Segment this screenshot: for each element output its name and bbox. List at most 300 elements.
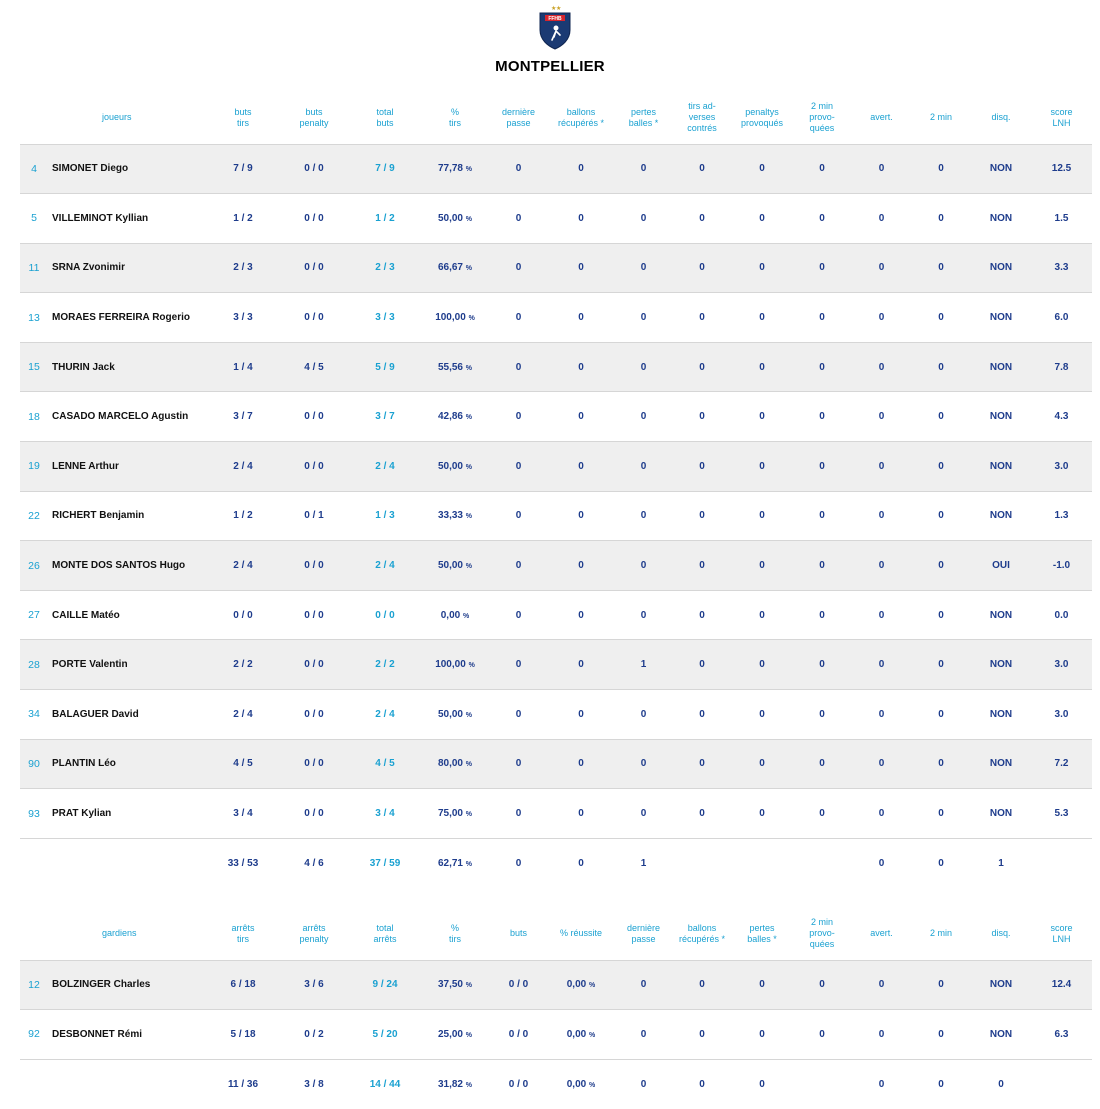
player-row <box>20 442 1092 492</box>
team-name: MONTPELLIER <box>495 58 605 75</box>
pertes-balles-cell: 0 <box>640 163 647 175</box>
players-header-col-10: 2 min provo- quées <box>809 101 835 134</box>
ballons-recuperes-cell: 0 <box>578 510 584 522</box>
pct-cell: 0,00 % <box>440 609 470 621</box>
pertes-balles-cell: 0 <box>640 361 647 373</box>
goalkeepers-total-row <box>20 1059 1092 1109</box>
ballons-recuperes-total: 0 <box>699 1078 705 1090</box>
ballons-recuperes-cell: 0 <box>578 758 584 770</box>
player-name: PORTE Valentin <box>52 659 128 671</box>
players-header-col-5: dernière passe <box>501 106 536 128</box>
avert-cell: 0 <box>878 460 885 472</box>
tirs-contres-cell: 0 <box>699 758 705 770</box>
total-buts-cell: 5 / 9 <box>375 361 395 373</box>
score-cell: 12.4 <box>1051 979 1072 991</box>
ballons-recuperes-cell: 0 <box>699 979 705 991</box>
player-row <box>20 144 1092 194</box>
penaltys-provoques-cell: 0 <box>759 262 765 274</box>
disq-cell: NON <box>989 1028 1013 1040</box>
deux-min-cell: 0 <box>938 361 944 373</box>
score-cell: 0.0 <box>1054 609 1069 621</box>
deux-min-cell: 0 <box>938 758 944 770</box>
derniere-passe-total: 0 <box>640 1078 647 1090</box>
percent-sign: % <box>463 612 470 620</box>
deux-min-provoquees-cell: 0 <box>819 262 825 274</box>
arrets-tirs-cell: 5 / 18 <box>230 1028 256 1040</box>
derniere-passe-cell: 0 <box>515 758 522 770</box>
buts-tirs-cell: 1 / 2 <box>233 212 253 224</box>
tirs-contres-cell: 0 <box>699 659 705 671</box>
pct-cell: 33,33 % <box>437 510 473 522</box>
buts-tirs-cell: 0 / 0 <box>233 609 253 621</box>
deux-min-cell: 0 <box>938 163 944 175</box>
score-cell: 7.2 <box>1054 758 1069 770</box>
pct-cell: 77,78 % <box>437 163 473 175</box>
penaltys-provoques-cell: 0 <box>759 560 765 572</box>
players-stats-table <box>20 92 1092 888</box>
penaltys-provoques-cell: 0 <box>759 708 765 720</box>
penaltys-provoques-total-empty <box>732 838 792 888</box>
derniere-passe-cell: 0 <box>515 163 522 175</box>
derniere-passe-cell: 0 <box>515 361 522 373</box>
pct-cell: 50,00 % <box>437 708 473 720</box>
disq-cell: NON <box>989 312 1013 324</box>
total-buts-cell: 3 / 4 <box>375 808 395 820</box>
player-row <box>20 541 1092 591</box>
total-buts-cell: 2 / 3 <box>375 262 395 274</box>
buts-penalty-cell: 0 / 0 <box>304 708 324 720</box>
player-name: MORAES FERREIRA Rogerio <box>52 312 190 324</box>
buts-tirs-total: 33 / 53 <box>227 857 259 869</box>
tirs-contres-cell: 0 <box>699 560 705 572</box>
percent-sign: % <box>465 860 473 868</box>
buts-tirs-cell: 7 / 9 <box>233 163 253 175</box>
ballons-recuperes-cell: 0 <box>578 163 584 175</box>
total-buts-cell: 2 / 4 <box>375 560 395 572</box>
disq-cell: NON <box>989 262 1013 274</box>
ballons-recuperes-cell: 0 <box>578 808 584 820</box>
player-name: VILLEMINOT Kyllian <box>52 212 149 224</box>
penaltys-provoques-cell: 0 <box>759 659 765 671</box>
ballons-recuperes-cell: 0 <box>578 411 584 423</box>
players-header-col-8: tirs ad- verses contrés <box>687 101 717 134</box>
score-cell: 3.0 <box>1054 460 1069 472</box>
percent-sign: % <box>465 364 473 372</box>
deux-min-provoquees-cell: 0 <box>819 808 825 820</box>
avert-total: 0 <box>878 1078 885 1090</box>
avert-cell: 0 <box>878 708 885 720</box>
deux-min-total: 0 <box>938 857 944 869</box>
buts-penalty-cell: 0 / 0 <box>304 460 324 472</box>
players-header-num-col <box>20 92 48 144</box>
pct-total: 62,71 % <box>437 857 473 869</box>
logo-text: FFHB <box>548 16 562 22</box>
players-header-col-6: ballons récupérés * <box>557 106 605 128</box>
disq-cell: NON <box>989 758 1013 770</box>
pertes-balles-cell: 0 <box>640 460 647 472</box>
penaltys-provoques-cell: 0 <box>759 163 765 175</box>
ballons-recuperes-cell: 0 <box>578 312 584 324</box>
deux-min-provoquees-cell: 0 <box>819 411 825 423</box>
goalkeepers-header-col-4: % tirs <box>449 922 461 944</box>
goalkeepers-header-col-7: dernière passe <box>626 922 661 944</box>
buts-tirs-cell: 2 / 4 <box>233 560 253 572</box>
penaltys-provoques-cell: 0 <box>759 361 765 373</box>
player-name: DESBONNET Rémi <box>52 1028 143 1040</box>
goalkeepers-stats-table <box>20 908 1092 1109</box>
tirs-contres-cell: 0 <box>699 460 705 472</box>
jersey-number: 28 <box>28 658 40 671</box>
pertes-balles-cell: 0 <box>640 262 647 274</box>
derniere-passe-cell: 0 <box>515 659 522 671</box>
buts-tirs-cell: 1 / 2 <box>233 510 253 522</box>
avert-cell: 0 <box>878 1028 885 1040</box>
total-empty-name <box>48 838 208 888</box>
deux-min-cell: 0 <box>938 312 944 324</box>
players-header-col-2: buts penalty <box>299 106 329 128</box>
player-row <box>20 194 1092 244</box>
goalkeepers-header-row <box>20 908 1092 960</box>
players-header-col-14: score LNH <box>1050 106 1073 128</box>
pertes-balles-cell: 0 <box>640 510 647 522</box>
percent-sign: % <box>468 315 475 323</box>
jersey-number: 34 <box>28 708 40 721</box>
jersey-number: 18 <box>28 410 40 423</box>
total-buts-cell: 0 / 0 <box>375 609 395 621</box>
arrets-penalty-total: 3 / 8 <box>304 1078 324 1090</box>
buts-penalty-cell: 0 / 0 <box>304 411 324 423</box>
arrets-tirs-cell: 6 / 18 <box>230 979 256 991</box>
player-name: SIMONET Diego <box>52 163 129 175</box>
total-buts-cell: 2 / 4 <box>375 460 395 472</box>
jersey-number: 93 <box>28 807 40 820</box>
player-name: RICHERT Benjamin <box>52 510 145 522</box>
derniere-passe-cell: 0 <box>515 609 522 621</box>
goalkeepers-header-col-3: total arrêts <box>373 922 397 944</box>
avert-cell: 0 <box>878 262 885 274</box>
penaltys-provoques-cell: 0 <box>759 411 765 423</box>
jersey-number: 26 <box>28 559 40 572</box>
buts-penalty-cell: 0 / 0 <box>304 808 324 820</box>
ballons-recuperes-total: 0 <box>578 857 584 869</box>
pct-cell: 80,00 % <box>437 758 473 770</box>
deux-min-cell: 0 <box>938 979 944 991</box>
buts-tirs-cell: 2 / 2 <box>233 659 253 671</box>
buts-tirs-cell: 3 / 3 <box>233 312 253 324</box>
total-buts-cell: 1 / 3 <box>375 510 395 522</box>
goalkeepers-header-num-col <box>20 908 48 960</box>
federation-shield-logo <box>536 4 574 50</box>
deux-min-cell: 0 <box>938 262 944 274</box>
avert-cell: 0 <box>878 560 885 572</box>
deux-min-cell: 0 <box>938 560 944 572</box>
pct-cell: 42,86 % <box>437 411 473 423</box>
deux-min-provoquees-cell: 0 <box>819 659 825 671</box>
disq-cell: NON <box>989 163 1013 175</box>
player-row <box>20 392 1092 442</box>
percent-sign: % <box>468 662 475 670</box>
deux-min-provoquees-total-empty <box>792 1059 852 1109</box>
buts-tirs-cell: 2 / 4 <box>233 460 253 472</box>
disq-cell: NON <box>989 212 1013 224</box>
derniere-passe-cell: 0 <box>515 560 522 572</box>
player-row <box>20 491 1092 541</box>
pct-cell: 50,00 % <box>437 560 473 572</box>
tirs-contres-cell: 0 <box>699 411 705 423</box>
percent-sign: % <box>465 463 473 471</box>
player-name: THURIN Jack <box>52 361 115 373</box>
buts-penalty-cell: 0 / 0 <box>304 262 324 274</box>
goalkeepers-header-col-11: avert. <box>870 928 893 939</box>
player-row <box>20 243 1092 293</box>
avert-cell: 0 <box>878 609 885 621</box>
deux-min-provoquees-cell: 0 <box>819 609 825 621</box>
pertes-balles-cell: 0 <box>640 758 647 770</box>
arrets-penalty-cell: 3 / 6 <box>304 979 324 991</box>
avert-cell: 0 <box>878 758 885 770</box>
derniere-passe-total: 0 <box>515 857 522 869</box>
pct-cell: 66,67 % <box>437 262 473 274</box>
buts-penalty-cell: 0 / 0 <box>304 659 324 671</box>
disq-total: 0 <box>998 1078 1004 1090</box>
tirs-contres-cell: 0 <box>699 262 705 274</box>
players-header-col-11: avert. <box>870 112 893 123</box>
tirs-contres-cell: 0 <box>699 510 705 522</box>
buts-cell: 0 / 0 <box>508 979 529 991</box>
avert-cell: 0 <box>878 411 885 423</box>
player-name: PLANTIN Léo <box>52 758 116 770</box>
ballons-recuperes-cell: 0 <box>578 212 584 224</box>
avert-cell: 0 <box>878 979 885 991</box>
jersey-number: 15 <box>28 361 40 374</box>
goalkeepers-header-col-0: gardiens <box>102 928 137 939</box>
jersey-number: 13 <box>28 311 40 324</box>
buts-total: 0 / 0 <box>508 1078 529 1090</box>
pertes-balles-total: 1 <box>640 857 647 869</box>
player-name: SRNA Zvonimir <box>52 262 125 274</box>
goalkeepers-header-col-12: 2 min <box>929 928 952 939</box>
jersey-number: 11 <box>28 261 40 274</box>
percent-sign: % <box>465 811 473 819</box>
disq-cell: NON <box>989 659 1013 671</box>
ballons-recuperes-cell: 0 <box>578 708 584 720</box>
jersey-number: 90 <box>28 757 40 770</box>
percent-sign: % <box>589 1081 596 1089</box>
player-row <box>20 690 1092 740</box>
player-row <box>20 293 1092 343</box>
arrets-tirs-total: 11 / 36 <box>227 1078 259 1090</box>
penaltys-provoques-cell: 0 <box>759 510 765 522</box>
players-header-col-9: penaltys provoqués <box>740 106 784 128</box>
deux-min-provoquees-cell: 0 <box>819 560 825 572</box>
total-buts-cell: 3 / 3 <box>375 312 395 324</box>
tirs-contres-cell: 0 <box>699 708 705 720</box>
goalkeepers-header-col-13: disq. <box>991 928 1011 939</box>
buts-tirs-cell: 2 / 4 <box>233 708 253 720</box>
jersey-number: 27 <box>28 609 40 622</box>
player-name: CAILLE Matéo <box>52 609 120 621</box>
goalkeepers-header-col-2: arrêts penalty <box>299 922 329 944</box>
percent-sign: % <box>465 761 473 769</box>
ballons-recuperes-cell: 0 <box>578 659 584 671</box>
penaltys-provoques-cell: 0 <box>759 758 765 770</box>
players-header-row <box>20 92 1092 144</box>
pct-cell: 55,56 % <box>437 361 473 373</box>
players-header-col-1: buts tirs <box>234 106 252 128</box>
derniere-passe-cell: 0 <box>640 979 647 991</box>
disq-cell: NON <box>989 411 1013 423</box>
score-cell: 5.3 <box>1054 808 1069 820</box>
percent-sign: % <box>465 265 473 273</box>
total-arrets-total: 14 / 44 <box>369 1078 401 1090</box>
buts-penalty-cell: 0 / 0 <box>304 560 324 572</box>
deux-min-provoquees-cell: 0 <box>819 361 825 373</box>
pertes-balles-total: 0 <box>759 1078 765 1090</box>
avert-cell: 0 <box>878 212 885 224</box>
percent-sign: % <box>589 1031 596 1039</box>
deux-min-cell: 0 <box>938 460 944 472</box>
total-buts-cell: 1 / 2 <box>375 212 395 224</box>
score-total-empty <box>1031 1059 1092 1109</box>
deux-min-cell: 0 <box>938 609 944 621</box>
tirs-contres-total-empty <box>672 838 732 888</box>
deux-min-provoquees-total-empty <box>792 838 852 888</box>
pertes-balles-cell: 0 <box>640 609 647 621</box>
buts-tirs-cell: 2 / 3 <box>233 262 253 274</box>
tirs-contres-cell: 0 <box>699 361 705 373</box>
tirs-contres-cell: 0 <box>699 163 705 175</box>
buts-cell: 0 / 0 <box>508 1028 529 1040</box>
total-buts-cell: 3 / 7 <box>375 411 395 423</box>
pct-total: 31,82 % <box>437 1078 473 1090</box>
percent-sign: % <box>465 414 473 422</box>
total-buts-cell: 7 / 9 <box>375 163 395 175</box>
goalkeepers-header-col-9: pertes balles * <box>747 922 777 944</box>
avert-cell: 0 <box>878 659 885 671</box>
total-empty-num <box>20 838 48 888</box>
avert-cell: 0 <box>878 361 885 373</box>
avert-cell: 0 <box>878 163 885 175</box>
derniere-passe-cell: 0 <box>515 312 522 324</box>
disq-cell: NON <box>989 979 1013 991</box>
total-buts-cell: 4 / 5 <box>375 758 395 770</box>
deux-min-cell: 0 <box>938 411 944 423</box>
player-name: BOLZINGER Charles <box>52 979 151 991</box>
jersey-number: 92 <box>28 1028 40 1041</box>
percent-sign: % <box>465 166 473 174</box>
disq-cell: OUI <box>992 560 1010 572</box>
player-name: LENNE Arthur <box>52 460 119 472</box>
score-cell: 7.8 <box>1054 361 1069 373</box>
buts-penalty-cell: 0 / 0 <box>304 163 324 175</box>
derniere-passe-cell: 0 <box>515 460 522 472</box>
score-cell: 6.3 <box>1054 1028 1069 1040</box>
total-buts-cell: 2 / 4 <box>375 708 395 720</box>
deux-min-cell: 0 <box>938 212 944 224</box>
buts-penalty-cell: 0 / 0 <box>304 212 324 224</box>
ballons-recuperes-cell: 0 <box>578 262 584 274</box>
deux-min-provoquees-cell: 0 <box>819 1028 825 1040</box>
ballons-recuperes-cell: 0 <box>699 1028 705 1040</box>
percent-sign: % <box>465 563 473 571</box>
svg-text:★: ★ <box>551 5 557 12</box>
pertes-balles-cell: 0 <box>640 411 647 423</box>
deux-min-cell: 0 <box>938 659 944 671</box>
penaltys-provoques-cell: 0 <box>759 609 765 621</box>
pertes-balles-cell: 0 <box>759 1028 765 1040</box>
goalkeepers-header-col-5: buts <box>509 928 527 939</box>
score-cell: 6.0 <box>1054 312 1069 324</box>
deux-min-cell: 0 <box>938 510 944 522</box>
buts-penalty-cell: 0 / 0 <box>304 758 324 770</box>
player-row <box>20 640 1092 690</box>
deux-min-cell: 0 <box>938 1028 944 1040</box>
score-total-empty <box>1031 838 1092 888</box>
derniere-passe-cell: 0 <box>515 411 522 423</box>
disq-cell: NON <box>989 510 1013 522</box>
pct-cell: 50,00 % <box>437 460 473 472</box>
jersey-number: 4 <box>31 162 37 175</box>
total-buts-total: 37 / 59 <box>369 857 401 869</box>
disq-cell: NON <box>989 708 1013 720</box>
percent-sign: % <box>465 215 473 223</box>
tirs-contres-cell: 0 <box>699 312 705 324</box>
players-header-col-12: 2 min <box>929 112 952 123</box>
buts-penalty-cell: 0 / 0 <box>304 609 324 621</box>
deux-min-provoquees-cell: 0 <box>819 163 825 175</box>
percent-sign: % <box>589 982 596 990</box>
deux-min-provoquees-cell: 0 <box>819 460 825 472</box>
goalkeeper-row <box>20 1010 1092 1060</box>
percent-sign: % <box>465 1081 473 1089</box>
derniere-passe-cell: 0 <box>515 808 522 820</box>
deux-min-provoquees-cell: 0 <box>819 708 825 720</box>
deux-min-provoquees-cell: 0 <box>819 758 825 770</box>
players-total-row <box>20 838 1092 888</box>
reussite-cell: 0,00 % <box>566 979 596 991</box>
goalkeepers-header-col-6: % réussite <box>559 928 603 939</box>
total-buts-cell: 2 / 2 <box>375 659 395 671</box>
disq-cell: NON <box>989 808 1013 820</box>
tirs-contres-cell: 0 <box>699 212 705 224</box>
pertes-balles-cell: 1 <box>640 659 647 671</box>
disq-total: 1 <box>998 857 1004 869</box>
buts-tirs-cell: 3 / 7 <box>233 411 253 423</box>
player-name: CASADO MARCELO Agustin <box>52 411 189 423</box>
total-empty-num <box>20 1059 48 1109</box>
deux-min-cell: 0 <box>938 808 944 820</box>
goalkeepers-header-col-14: score LNH <box>1050 922 1073 944</box>
ballons-recuperes-cell: 0 <box>578 560 584 572</box>
disq-cell: NON <box>989 361 1013 373</box>
pertes-balles-cell: 0 <box>640 808 647 820</box>
buts-tirs-cell: 1 / 4 <box>233 361 253 373</box>
pct-cell: 100,00 % <box>435 312 475 324</box>
players-header-col-13: disq. <box>991 112 1011 123</box>
jersey-number: 19 <box>28 460 40 473</box>
players-header-col-7: pertes balles * <box>628 106 659 128</box>
derniere-passe-cell: 0 <box>515 708 522 720</box>
reussite-cell: 0,00 % <box>566 1028 596 1040</box>
avert-cell: 0 <box>878 510 885 522</box>
pertes-balles-cell: 0 <box>640 708 647 720</box>
reussite-total: 0,00 % <box>566 1078 596 1090</box>
players-header-col-4: % tirs <box>449 106 461 128</box>
disq-cell: NON <box>989 460 1013 472</box>
player-row <box>20 342 1092 392</box>
pct-cell: 25,00 % <box>437 1028 473 1040</box>
pertes-balles-cell: 0 <box>640 560 647 572</box>
